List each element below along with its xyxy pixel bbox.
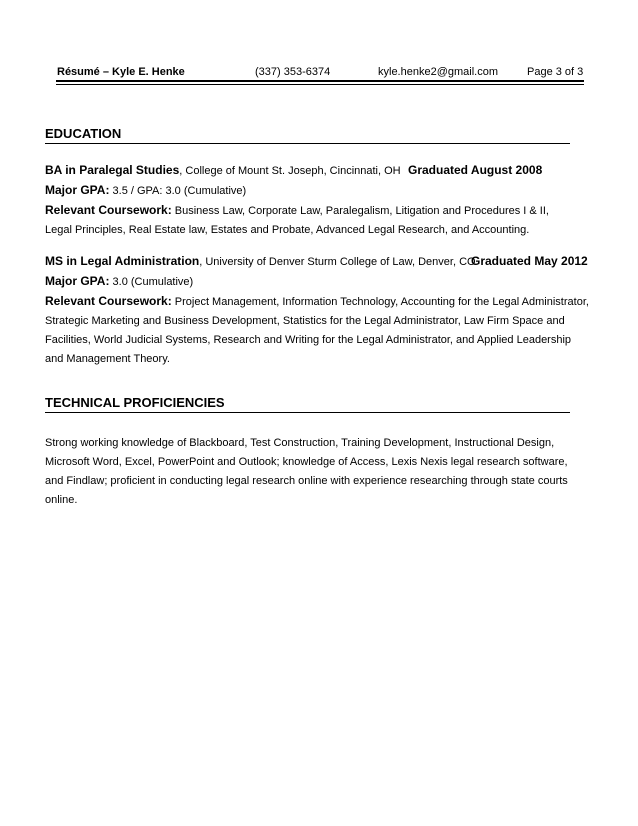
coursework-text: Project Management, Information Technology, Accounting for the Legal Administrator, Strategic Marketing and Business Development, Statistics for the Legal Administrator, Law Firm Space and Facilities, World Judicial Systems, Research and Writing for the Legal Administrator, and Applied Leadership and Management Theory. <box>45 296 589 365</box>
section-title-technical: TECHNICAL PROFICIENCIES <box>45 395 570 413</box>
technical-text: Strong working knowledge of Blackboard, Test Construction, Training Development, Instructional Design, Microsoft Word, Excel, PowerPoint and Outlook; knowledge of Access, Lexis Nexis legal research software, and Findlaw; proficient in conducting legal research online with experience researching through state courts online. <box>45 437 568 506</box>
degree-school: , University of Denver Sturm College of Law, Denver, CO <box>199 256 476 268</box>
coursework-paragraph <box>45 292 590 369</box>
coursework-text: Business Law, Corporate Law, Paralegalism, Litigation and Procedures I & II, Legal Principles, Real Estate law, Estates and Probate, Advanced Legal Research, and Accounting. <box>45 205 549 236</box>
gpa-label: Major GPA: <box>45 183 110 197</box>
degree-title: MS in Legal Administration <box>45 254 200 268</box>
header-email: kyle.henke2@gmail.com <box>378 66 498 78</box>
technical-section <box>45 395 570 510</box>
coursework-paragraph <box>45 201 570 240</box>
degree-line <box>45 161 570 181</box>
coursework-label: Relevant Coursework: <box>45 203 172 217</box>
section-title-education: EDUCATION <box>45 126 570 144</box>
header-name: Résumé – Kyle E. Henke <box>57 66 185 78</box>
education-section <box>45 126 589 369</box>
degree-graduated: Graduated May 2012 <box>471 254 588 268</box>
header-phone: (337) 353-6374 <box>255 66 331 78</box>
gpa-label: Major GPA: <box>45 274 110 288</box>
degree-title: BA in Paralegal Studies <box>45 163 180 177</box>
coursework-label: Relevant Coursework: <box>45 294 172 308</box>
header-rule-thin <box>56 84 584 85</box>
header-rule-thick <box>56 80 584 82</box>
gpa-line <box>45 181 570 201</box>
gpa-line <box>45 272 570 292</box>
degree-school: , College of Mount St. Joseph, Cincinnati, OH <box>179 165 401 177</box>
degree-line <box>45 252 588 272</box>
degree-entry-ba <box>45 161 570 240</box>
gpa-value: 3.5 / GPA: 3.0 (Cumulative) <box>112 185 247 197</box>
degree-graduated: Graduated August 2008 <box>408 163 543 177</box>
header-page-number: Page 3 of 3 <box>527 66 584 78</box>
degree-entry-ms <box>45 252 589 369</box>
gpa-value: 3.0 (Cumulative) <box>112 276 194 288</box>
